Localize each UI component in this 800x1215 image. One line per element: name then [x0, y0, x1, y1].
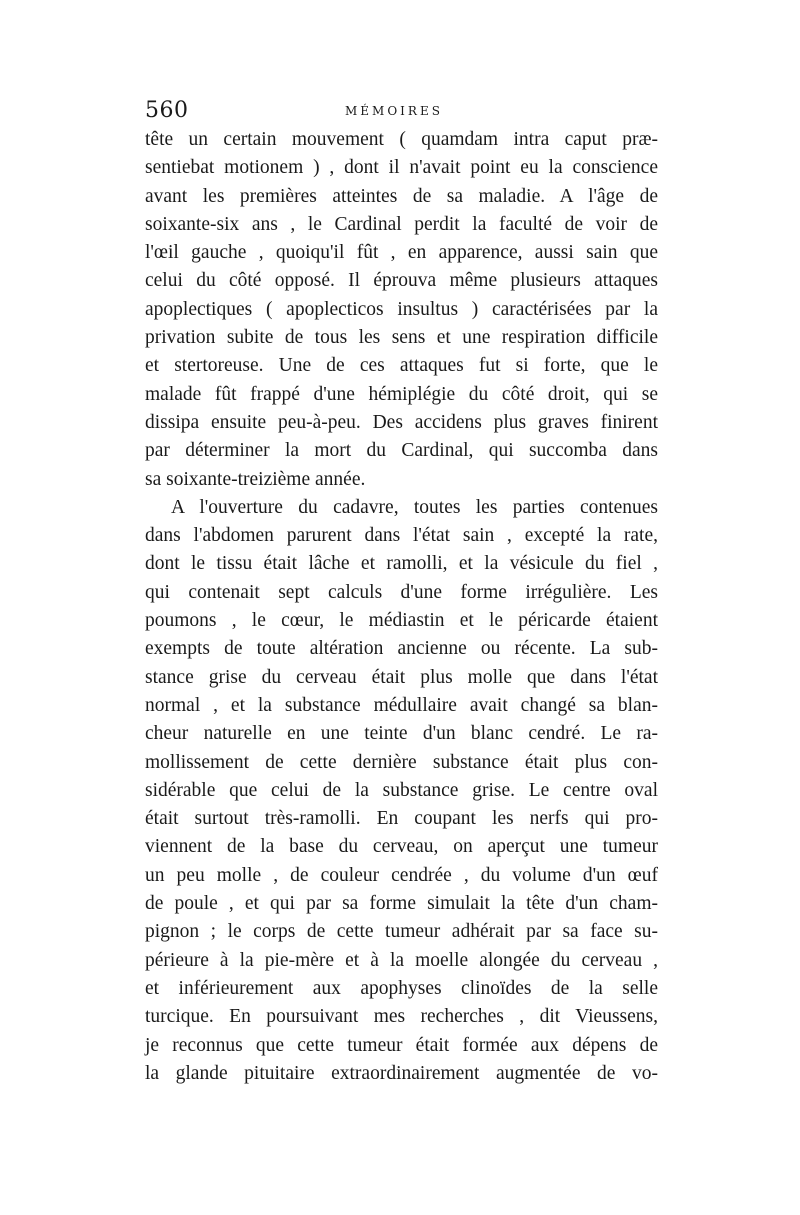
text-line: soixante-six ans , le Cardinal perdit la faculté de voir de	[145, 213, 658, 235]
text-line: stance grise du cerveau était plus molle que dans l'état	[145, 666, 658, 688]
text-line: malade fût frappé d'une hémiplégie du côté droit, qui se	[145, 383, 658, 405]
text-line: exempts de toute altération ancienne ou récente. La sub-	[145, 638, 658, 660]
text-line: qui contenait sept calculs d'une forme irrégulière. Les	[145, 581, 658, 603]
text-line: avant les premières atteintes de sa maladie. A l'âge de	[145, 185, 658, 207]
text-line: était surtout très-ramolli. En coupant les nerfs qui pro-	[145, 808, 658, 830]
text-line: tête un certain mouvement ( quamdam intra caput præ-	[145, 129, 658, 150]
text-line: et inférieurement aux apophyses clinoïdes de la selle	[145, 977, 658, 999]
text-line: périeure à la pie-mère et à la moelle alongée du cerveau ,	[145, 949, 658, 971]
text-line: et stertoreuse. Une de ces attaques fut si forte, que le	[145, 355, 658, 377]
running-header	[145, 96, 665, 126]
text-line: privation subite de tous les sens et une respiration difficile	[145, 327, 658, 349]
text-line: dont le tissu était lâche et ramolli, et la vésicule du fiel ,	[145, 553, 658, 575]
body-text	[145, 126, 658, 1088]
text-line: la glande pituitaire extraordinairement augmentée de vo-	[145, 1062, 658, 1084]
page-number: 560	[145, 98, 189, 123]
text-line: celui du côté opposé. Il éprouva même plusieurs attaques	[145, 270, 658, 292]
text-line: apoplectiques ( apoplecticos insultus ) caractérisées par la	[145, 298, 658, 320]
text-line: cheur naturelle en une teinte d'un blanc cendré. Le ra-	[145, 723, 658, 745]
text-line: poumons , le cœur, le médiastin et le péricarde étaient	[145, 610, 658, 632]
text-line: par déterminer la mort du Cardinal, qui succomba dans	[145, 440, 658, 462]
text-line: sentiebat motionem ) , dont il n'avait point eu la conscience	[145, 157, 658, 179]
text-line: sa soixante-treizième année.	[145, 468, 366, 490]
text-line: A l'ouverture du cadavre, toutes les parties contenues	[171, 496, 658, 518]
text-line: normal , et la substance médullaire avait changé sa blan-	[145, 694, 658, 716]
text-line: un peu molle , de couleur cendrée , du volume d'un œuf	[145, 864, 658, 886]
text-line: je reconnus que cette tumeur était formée aux dépens de	[145, 1034, 658, 1056]
text-line: dans l'abdomen parurent dans l'état sain , excepté la rate,	[145, 525, 658, 547]
text-line: l'œil gauche , quoiqu'il fût , en apparence, aussi sain que	[145, 242, 658, 264]
text-line: mollissement de cette dernière substance était plus con-	[145, 751, 658, 773]
text-line: viennent de la base du cerveau, on aperçut une tumeur	[145, 836, 658, 858]
text-line: pignon ; le corps de cette tumeur adhérait par sa face su-	[145, 921, 658, 943]
text-line: sidérable que celui de la substance grise. Le centre oval	[145, 779, 658, 801]
text-line: turcique. En poursuivant mes recherches , dit Vieussens,	[145, 1006, 658, 1028]
text-line: dissipa ensuite peu-à-peu. Des accidens plus graves finirent	[145, 411, 658, 433]
running-title: MÉMOIRES	[345, 104, 443, 118]
text-line: de poule , et qui par sa forme simulait la tête d'un cham-	[145, 893, 658, 915]
